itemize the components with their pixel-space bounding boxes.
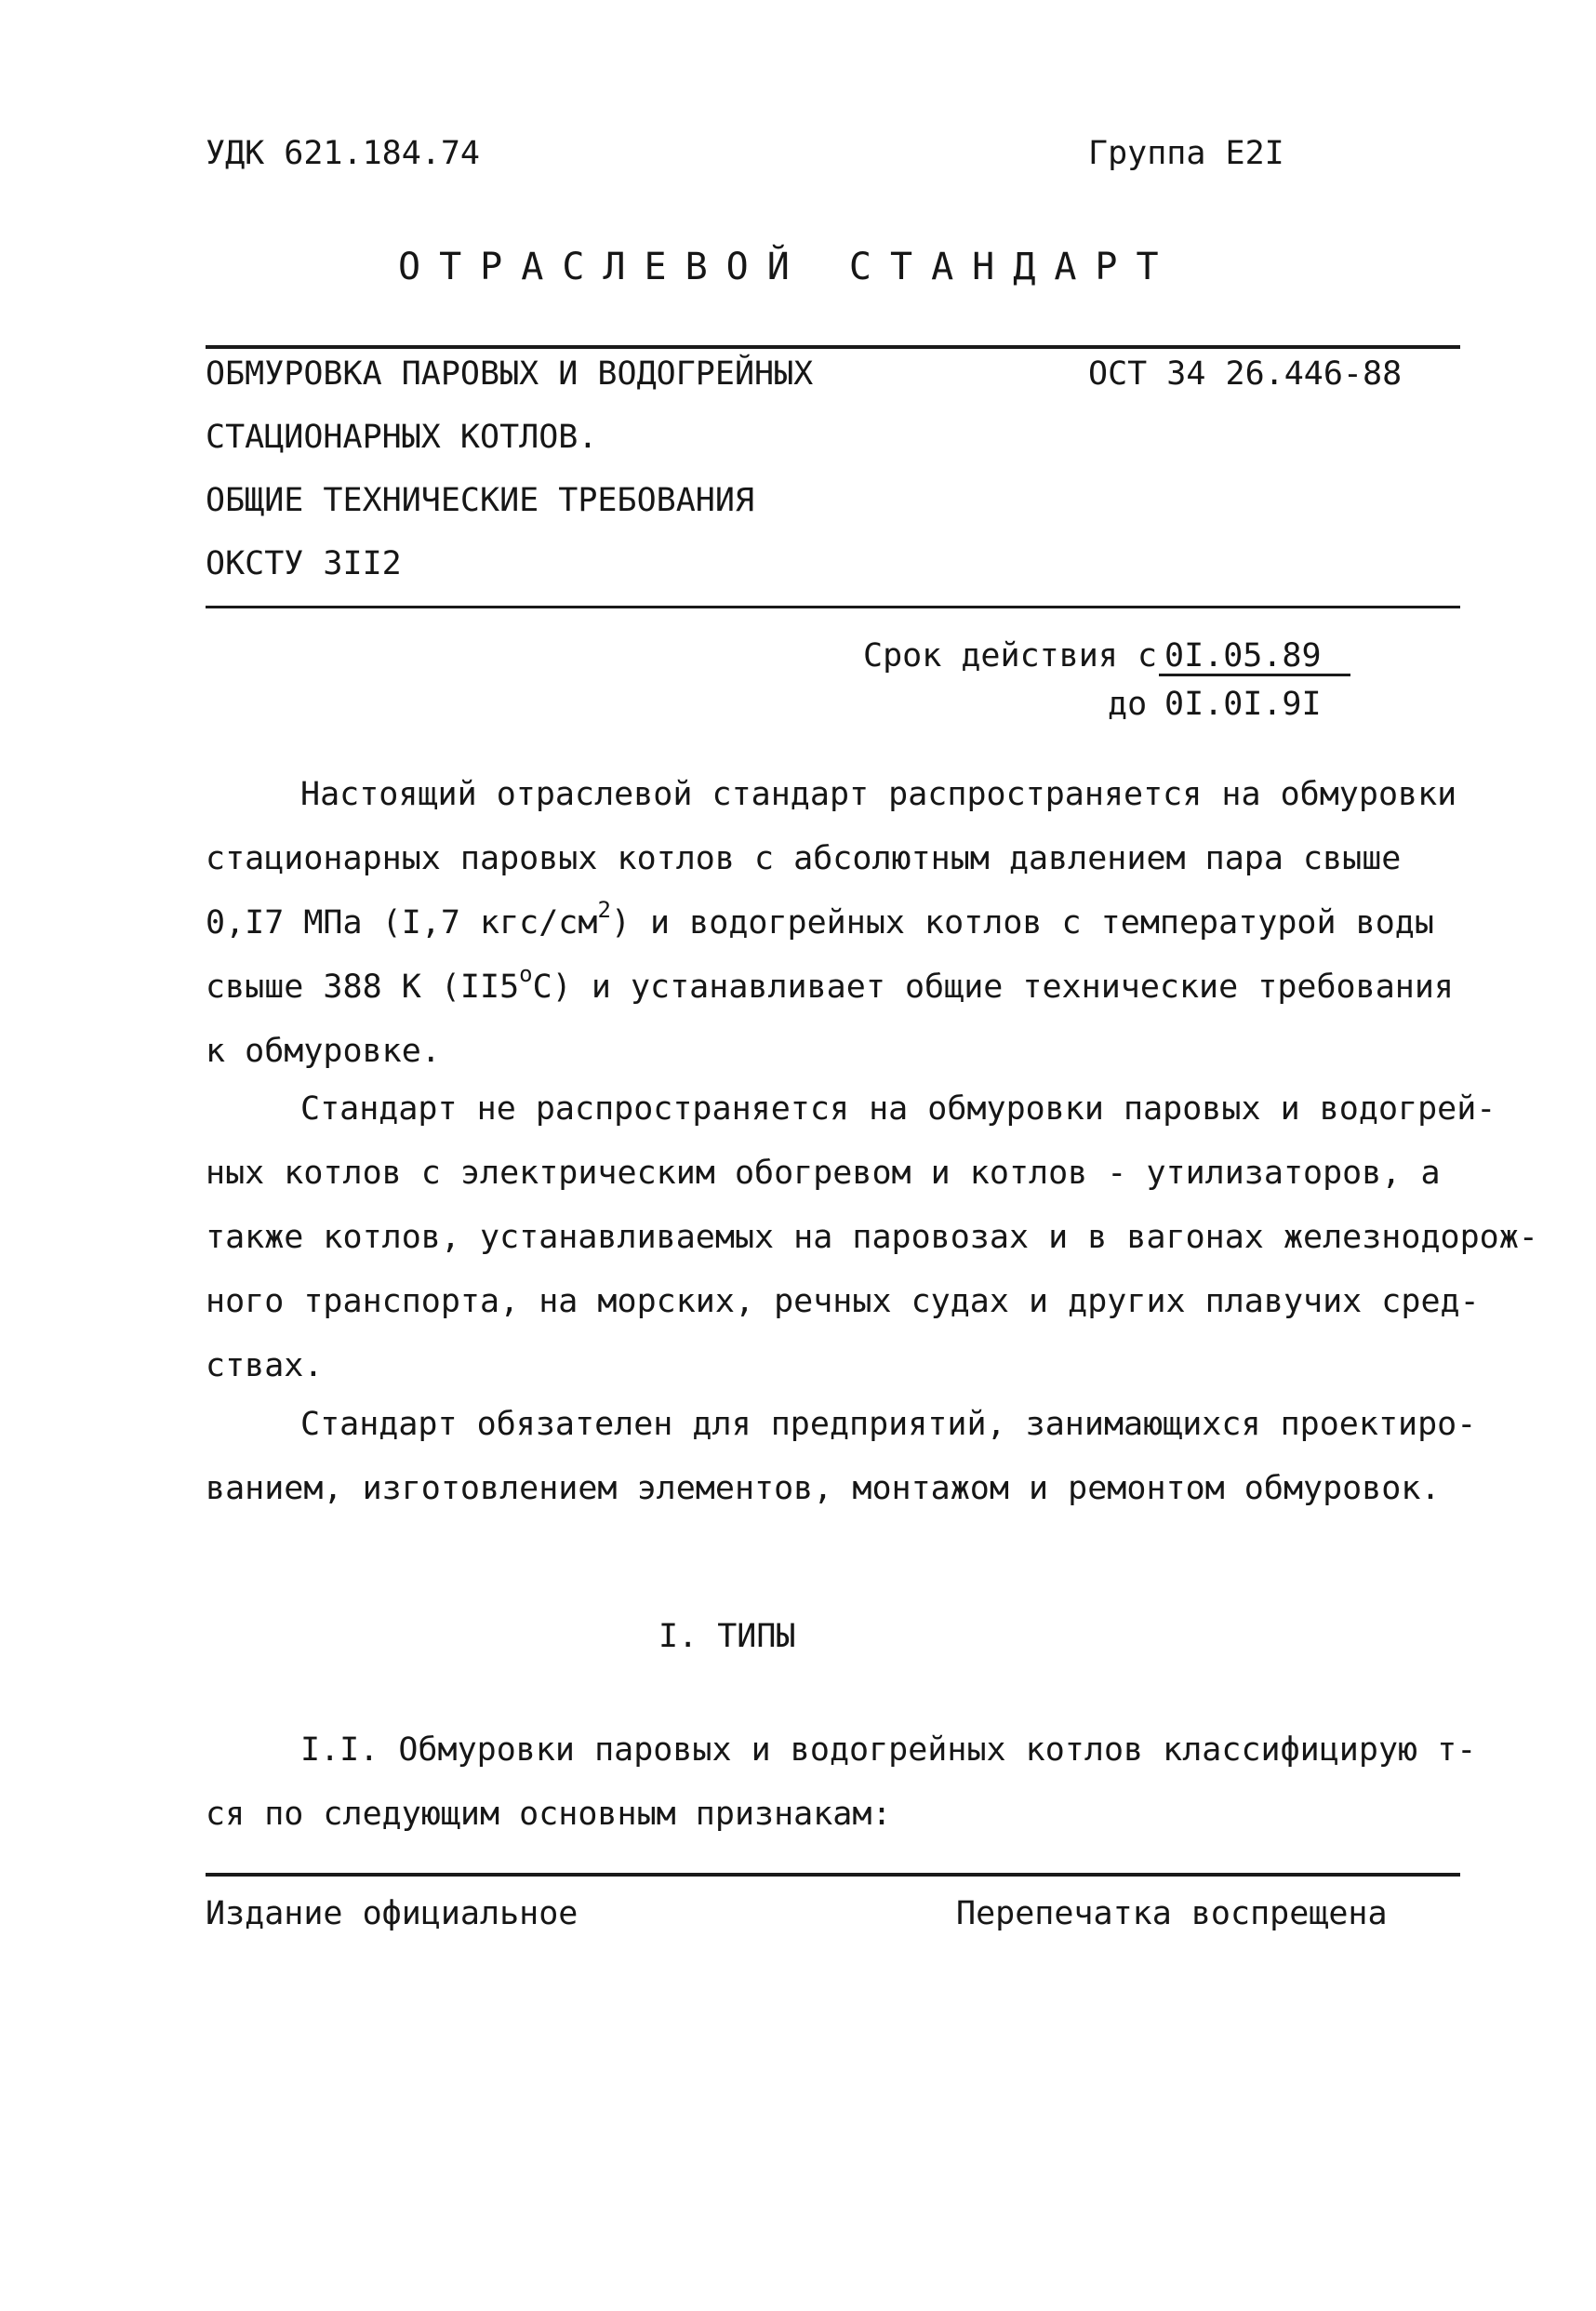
title-top-rule [206, 345, 1460, 349]
text-segment: ) и водогрейных котлов с температурой воды [610, 904, 1434, 942]
group-code: Группа Е2I [1088, 135, 1284, 172]
footer-official-edition: Издание официальное [206, 1895, 579, 1932]
paragraph-line: I.I. Обмуровки паровых и водогрейных котлов классифицирую т- [300, 1731, 1477, 1769]
paragraph-line: Настоящий отраслевой стандарт распространяется на обмуровки [300, 776, 1457, 813]
paragraph-line: ся по следующим основным признакам: [206, 1796, 892, 1833]
title-line-2: СТАЦИОНАРНЫХ КОТЛОВ. [206, 419, 598, 456]
paragraph-classification [206, 1718, 1480, 1847]
validity-from-value: 0I.05.89 [1164, 637, 1322, 675]
paragraph-line: ных котлов с электрическим обогревом и котлов - утилизаторов, а [206, 1155, 1441, 1192]
section-title: I. ТИПЫ [658, 1618, 796, 1655]
validity-to-value: 0I.0I.9I [1164, 686, 1322, 723]
title-line-1: ОБМУРОВКА ПАРОВЫХ И ВОДОГРЕЙНЫХ [206, 355, 814, 393]
validity-to-label: до [1108, 686, 1148, 723]
superscript: о [519, 961, 533, 988]
standard-number: ОСТ 34 26.446-88 [1088, 355, 1403, 393]
okstu-code: ОКСТУ 3II2 [206, 545, 402, 582]
title-bottom-rule [206, 606, 1460, 608]
paragraph-mandatory [206, 1393, 1480, 1521]
document-heading: ОТРАСЛЕВОЙ СТАНДАРТ [398, 246, 1177, 288]
udk-code: УДК 621.184.74 [206, 135, 481, 172]
text-segment: свыше 388 К (II5 [206, 968, 520, 1006]
text-segment: С) и устанавливает общие технические требования [532, 968, 1454, 1006]
paragraph-line: Стандарт не распространяется на обмуровки паровых и водогрей- [300, 1090, 1496, 1128]
validity-from-label: Срок действия с [863, 637, 1158, 675]
text-segment: 0,I7 МПа (I,7 кгс/см [206, 904, 598, 942]
footer-rule [206, 1873, 1460, 1877]
paragraph-line: Стандарт обязателен для предприятий, занимающихся проектиро- [300, 1406, 1477, 1443]
paragraph-line: ного транспорта, на морских, речных судах и других плавучих сред- [206, 1283, 1480, 1320]
paragraph-exclusions [206, 1077, 1538, 1398]
paragraph-line: к обмуровке. [206, 1033, 441, 1070]
paragraph-line [206, 955, 1480, 1020]
paragraph-line: ванием, изготовлением элементов, монтажом и ремонтом обмуровок. [206, 1470, 1441, 1507]
paragraph-scope [206, 763, 1480, 1084]
paragraph-line: стационарных паровых котлов с абсолютным давлением пара свыше [206, 840, 1402, 877]
footer-reprint-prohibited: Перепечатка воспрещена [956, 1895, 1388, 1932]
paragraph-line: ствах. [206, 1347, 324, 1384]
paragraph-line: также котлов, устанавливаемых на паровозах и в вагонах железнодорож- [206, 1219, 1538, 1256]
title-line-3: ОБЩИЕ ТЕХНИЧЕСКИЕ ТРЕБОВАНИЯ [206, 482, 755, 519]
paragraph-line [206, 891, 1480, 955]
superscript: 2 [597, 897, 611, 924]
